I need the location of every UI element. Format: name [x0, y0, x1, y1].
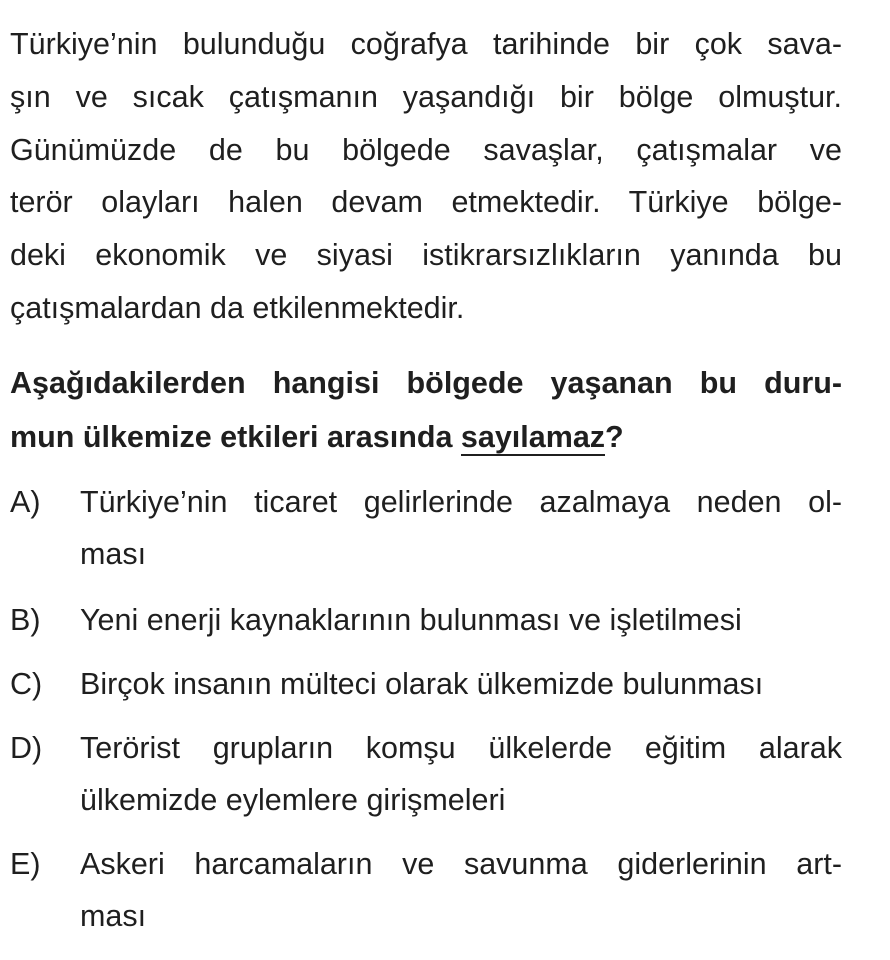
option-text [80, 594, 842, 646]
passage-line: Türkiye’nin bulunduğu coğrafya tarihinde bir çok sava- [10, 27, 842, 61]
option-line: Askeri harcamaların ve savunma giderlerinin art- [80, 847, 842, 881]
passage-line: deki ekonomik ve siyasi istikrarsızlıkların yanında bu [10, 238, 842, 273]
option-line: ması [80, 899, 147, 933]
question-emphasis: sayılamaz [460, 420, 606, 454]
option-line: Türkiye’nin ticaret gelirlerinde azalmaya neden ol- [80, 485, 842, 519]
question-mark: ? [605, 420, 624, 454]
passage-line: şın ve sıcak çatışmanın yaşandığı bir bölge olmuştur. [10, 79, 842, 114]
option-line: ülkemizde eylemlere girişmeleri [80, 783, 506, 817]
option-label: A) [10, 485, 41, 519]
question-line: Aşağıdakilerden hangisi bölgede yaşanan bu duru- [10, 366, 842, 400]
option-text [80, 722, 842, 826]
option-line: ması [80, 537, 147, 571]
passage-line: çatışmalardan da etkilenmektedir. [10, 290, 465, 325]
option-label: C) [10, 667, 43, 701]
option-text [80, 476, 842, 580]
option-line: Yeni enerji kaynaklarının bulunması ve işletilmesi [80, 603, 742, 637]
passage-line: terör olayları halen devam etmektedir. Türkiye bölge- [10, 185, 842, 220]
option-label: B) [10, 603, 41, 637]
option-text [80, 838, 842, 942]
question-line [10, 410, 842, 464]
option-line: Birçok insanın mülteci olarak ülkemizde bulunması [80, 667, 764, 701]
question-stem [10, 356, 842, 464]
option-label: D) [10, 731, 43, 765]
option-line: Terörist grupların komşu ülkelerde eğitim alarak [80, 731, 842, 765]
option-label: E) [10, 847, 41, 881]
passage [10, 18, 842, 335]
option-text [80, 658, 842, 710]
passage-line: Günümüzde de bu bölgede savaşlar, çatışmalar ve [10, 132, 842, 167]
question-text: mun ülkemize etkileri arasında [10, 420, 461, 454]
